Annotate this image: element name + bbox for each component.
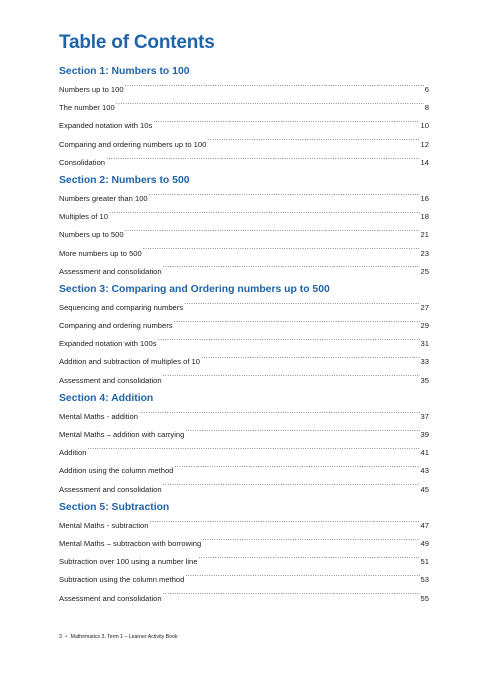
toc-section-1 — [59, 63, 429, 172]
dot-leader — [163, 264, 420, 274]
toc-entry[interactable] — [59, 245, 429, 263]
toc-entry-label: Sequencing and comparing numbers — [59, 302, 184, 312]
toc-entry-page-number: 27 — [420, 302, 429, 312]
dot-leader — [185, 572, 419, 582]
toc-entry[interactable] — [59, 353, 429, 371]
dot-leader — [158, 336, 420, 346]
toc-entry-label: Numbers up to 100 — [59, 85, 124, 94]
toc-entry-page-number: 23 — [420, 248, 429, 258]
toc-section-4 — [59, 390, 429, 499]
toc-entry[interactable] — [59, 190, 429, 208]
dot-leader — [87, 445, 419, 455]
toc-entry[interactable] — [59, 462, 429, 480]
toc-entry[interactable] — [59, 517, 429, 535]
section-heading: Section 2: Numbers to 500 — [59, 174, 190, 186]
toc-entry-label: Subtraction over 100 using a number line — [59, 557, 198, 567]
dot-leader — [149, 191, 420, 201]
toc-entry-label: Subtraction using the column method — [59, 575, 185, 585]
toc-entry[interactable] — [59, 136, 429, 154]
section-heading: Section 5: Subtraction — [59, 501, 170, 513]
dot-leader — [185, 427, 419, 437]
toc-entry-page-number: 37 — [420, 411, 429, 421]
toc-section-5 — [59, 499, 429, 608]
footer-book-title: Mathematics 3, Term 1 – Learner Activity Book — [70, 634, 178, 640]
toc-entry-label: Addition and subtraction of multiples of 10 — [59, 357, 200, 367]
toc-entry-page-number: 6 — [424, 85, 429, 94]
toc-entry-page-number: 55 — [420, 593, 429, 603]
toc-entry[interactable] — [59, 590, 429, 608]
toc-entry[interactable] — [59, 208, 429, 226]
toc-entry-label: The number 100 — [59, 103, 115, 113]
toc-entry-page-number: 33 — [420, 357, 429, 367]
toc-entry-page-number: 51 — [420, 557, 429, 567]
toc-entry-label: Numbers greater than 100 — [59, 193, 148, 203]
toc-entry-page-number: 53 — [420, 575, 429, 585]
toc-entry[interactable] — [59, 535, 429, 553]
toc-entry[interactable] — [59, 571, 429, 589]
dot-leader — [143, 246, 420, 256]
toc-entry-page-number: 43 — [420, 466, 429, 476]
toc-entry[interactable] — [59, 408, 429, 426]
toc-entry-label: Addition — [59, 448, 87, 458]
toc-entry-label: Comparing and ordering numbers up to 100 — [59, 139, 207, 149]
toc-entry[interactable] — [59, 444, 429, 462]
toc-entry-page-number: 35 — [420, 375, 429, 385]
toc-entry-page-number: 31 — [420, 339, 429, 349]
toc-entry[interactable] — [59, 553, 429, 571]
toc-entry-label: Expanded notation with 100s — [59, 339, 157, 349]
dot-leader — [139, 409, 420, 419]
page-title: Table of Contents — [59, 32, 215, 53]
toc-entry-page-number: 8 — [424, 103, 429, 113]
toc-entry-page-number: 10 — [420, 121, 429, 131]
toc-entry-page-number: 45 — [420, 484, 429, 494]
toc-entry-label: Expanded notation with 10s — [59, 121, 153, 131]
toc-entry-page-number: 49 — [420, 538, 429, 548]
toc-entry-label: Mental Maths - addition — [59, 411, 138, 421]
toc-entry-page-number: 18 — [420, 212, 429, 222]
dot-leader — [109, 209, 420, 219]
toc-entry-page-number: 21 — [420, 230, 429, 240]
dot-leader — [163, 482, 420, 492]
toc-entry-page-number: 41 — [420, 448, 429, 458]
dot-leader — [125, 82, 424, 92]
toc-entry[interactable] — [59, 426, 429, 444]
footer-bullet: • — [65, 634, 68, 640]
section-heading: Section 1: Numbers to 100 — [59, 66, 190, 77]
dot-leader — [174, 318, 420, 328]
section-heading: Section 3: Comparing and Ordering numbers up to 500 — [59, 283, 330, 295]
toc-entry-label: Assessment and consolidation — [59, 593, 162, 603]
toc-entry-page-number: 12 — [420, 139, 429, 149]
toc-entry-label: Mental Maths – addition with carrying — [59, 430, 185, 439]
dot-leader — [106, 155, 420, 165]
toc-entry-page-number: 47 — [420, 520, 429, 530]
dot-leader — [201, 354, 420, 364]
toc-entry-label: Mental Maths - subtraction — [59, 520, 149, 530]
toc-entry[interactable] — [59, 117, 429, 135]
dot-leader — [149, 518, 419, 528]
toc-entry[interactable] — [59, 372, 429, 390]
toc-entry-label: Assessment and consolidation — [59, 375, 162, 385]
toc-entry-page-number: 25 — [420, 266, 429, 276]
toc-sections — [59, 63, 429, 608]
toc-entry[interactable] — [59, 317, 429, 335]
dot-leader — [202, 536, 419, 546]
toc-entry-label: Multiples of 10 — [59, 212, 108, 222]
toc-entry-page-number: 16 — [420, 193, 429, 203]
toc-entry-page-number: 14 — [420, 157, 429, 167]
toc-entry-page-number: 39 — [420, 430, 429, 439]
toc-entry-page-number: 29 — [420, 321, 429, 331]
toc-entry-label: Comparing and ordering numbers — [59, 321, 173, 331]
dot-leader — [125, 227, 420, 237]
page-footer — [59, 634, 178, 640]
dot-leader — [153, 118, 419, 128]
dot-leader — [207, 137, 419, 147]
dot-leader — [184, 300, 419, 310]
toc-entry[interactable] — [59, 299, 429, 317]
toc-entry-label: Mental Maths – subtraction with borrowing — [59, 538, 202, 548]
section-heading: Section 4: Addition — [59, 392, 154, 404]
toc-entry-label: Consolidation — [59, 157, 106, 167]
toc-entry-label: Numbers up to 500 — [59, 230, 124, 240]
dot-leader — [198, 554, 419, 564]
toc-entry[interactable] — [59, 335, 429, 353]
toc-entry[interactable] — [59, 154, 429, 172]
toc-section-3 — [59, 281, 429, 390]
dot-leader — [116, 100, 424, 110]
toc-entry[interactable] — [59, 263, 429, 281]
toc-entry[interactable] — [59, 226, 429, 244]
toc-entry-label: Assessment and consolidation — [59, 266, 162, 276]
toc-entry[interactable] — [59, 81, 429, 99]
toc-entry[interactable] — [59, 99, 429, 117]
toc-entry-label: Assessment and consolidation — [59, 484, 162, 494]
dot-leader — [163, 591, 420, 601]
toc-entry-label: Addition using the column method — [59, 466, 174, 476]
dot-leader — [163, 373, 420, 383]
footer-page-number: 3 — [59, 634, 62, 640]
toc-section-2 — [59, 172, 429, 281]
toc-entry-label: More numbers up to 500 — [59, 248, 142, 258]
toc-entry[interactable] — [59, 481, 429, 499]
dot-leader — [174, 463, 419, 473]
